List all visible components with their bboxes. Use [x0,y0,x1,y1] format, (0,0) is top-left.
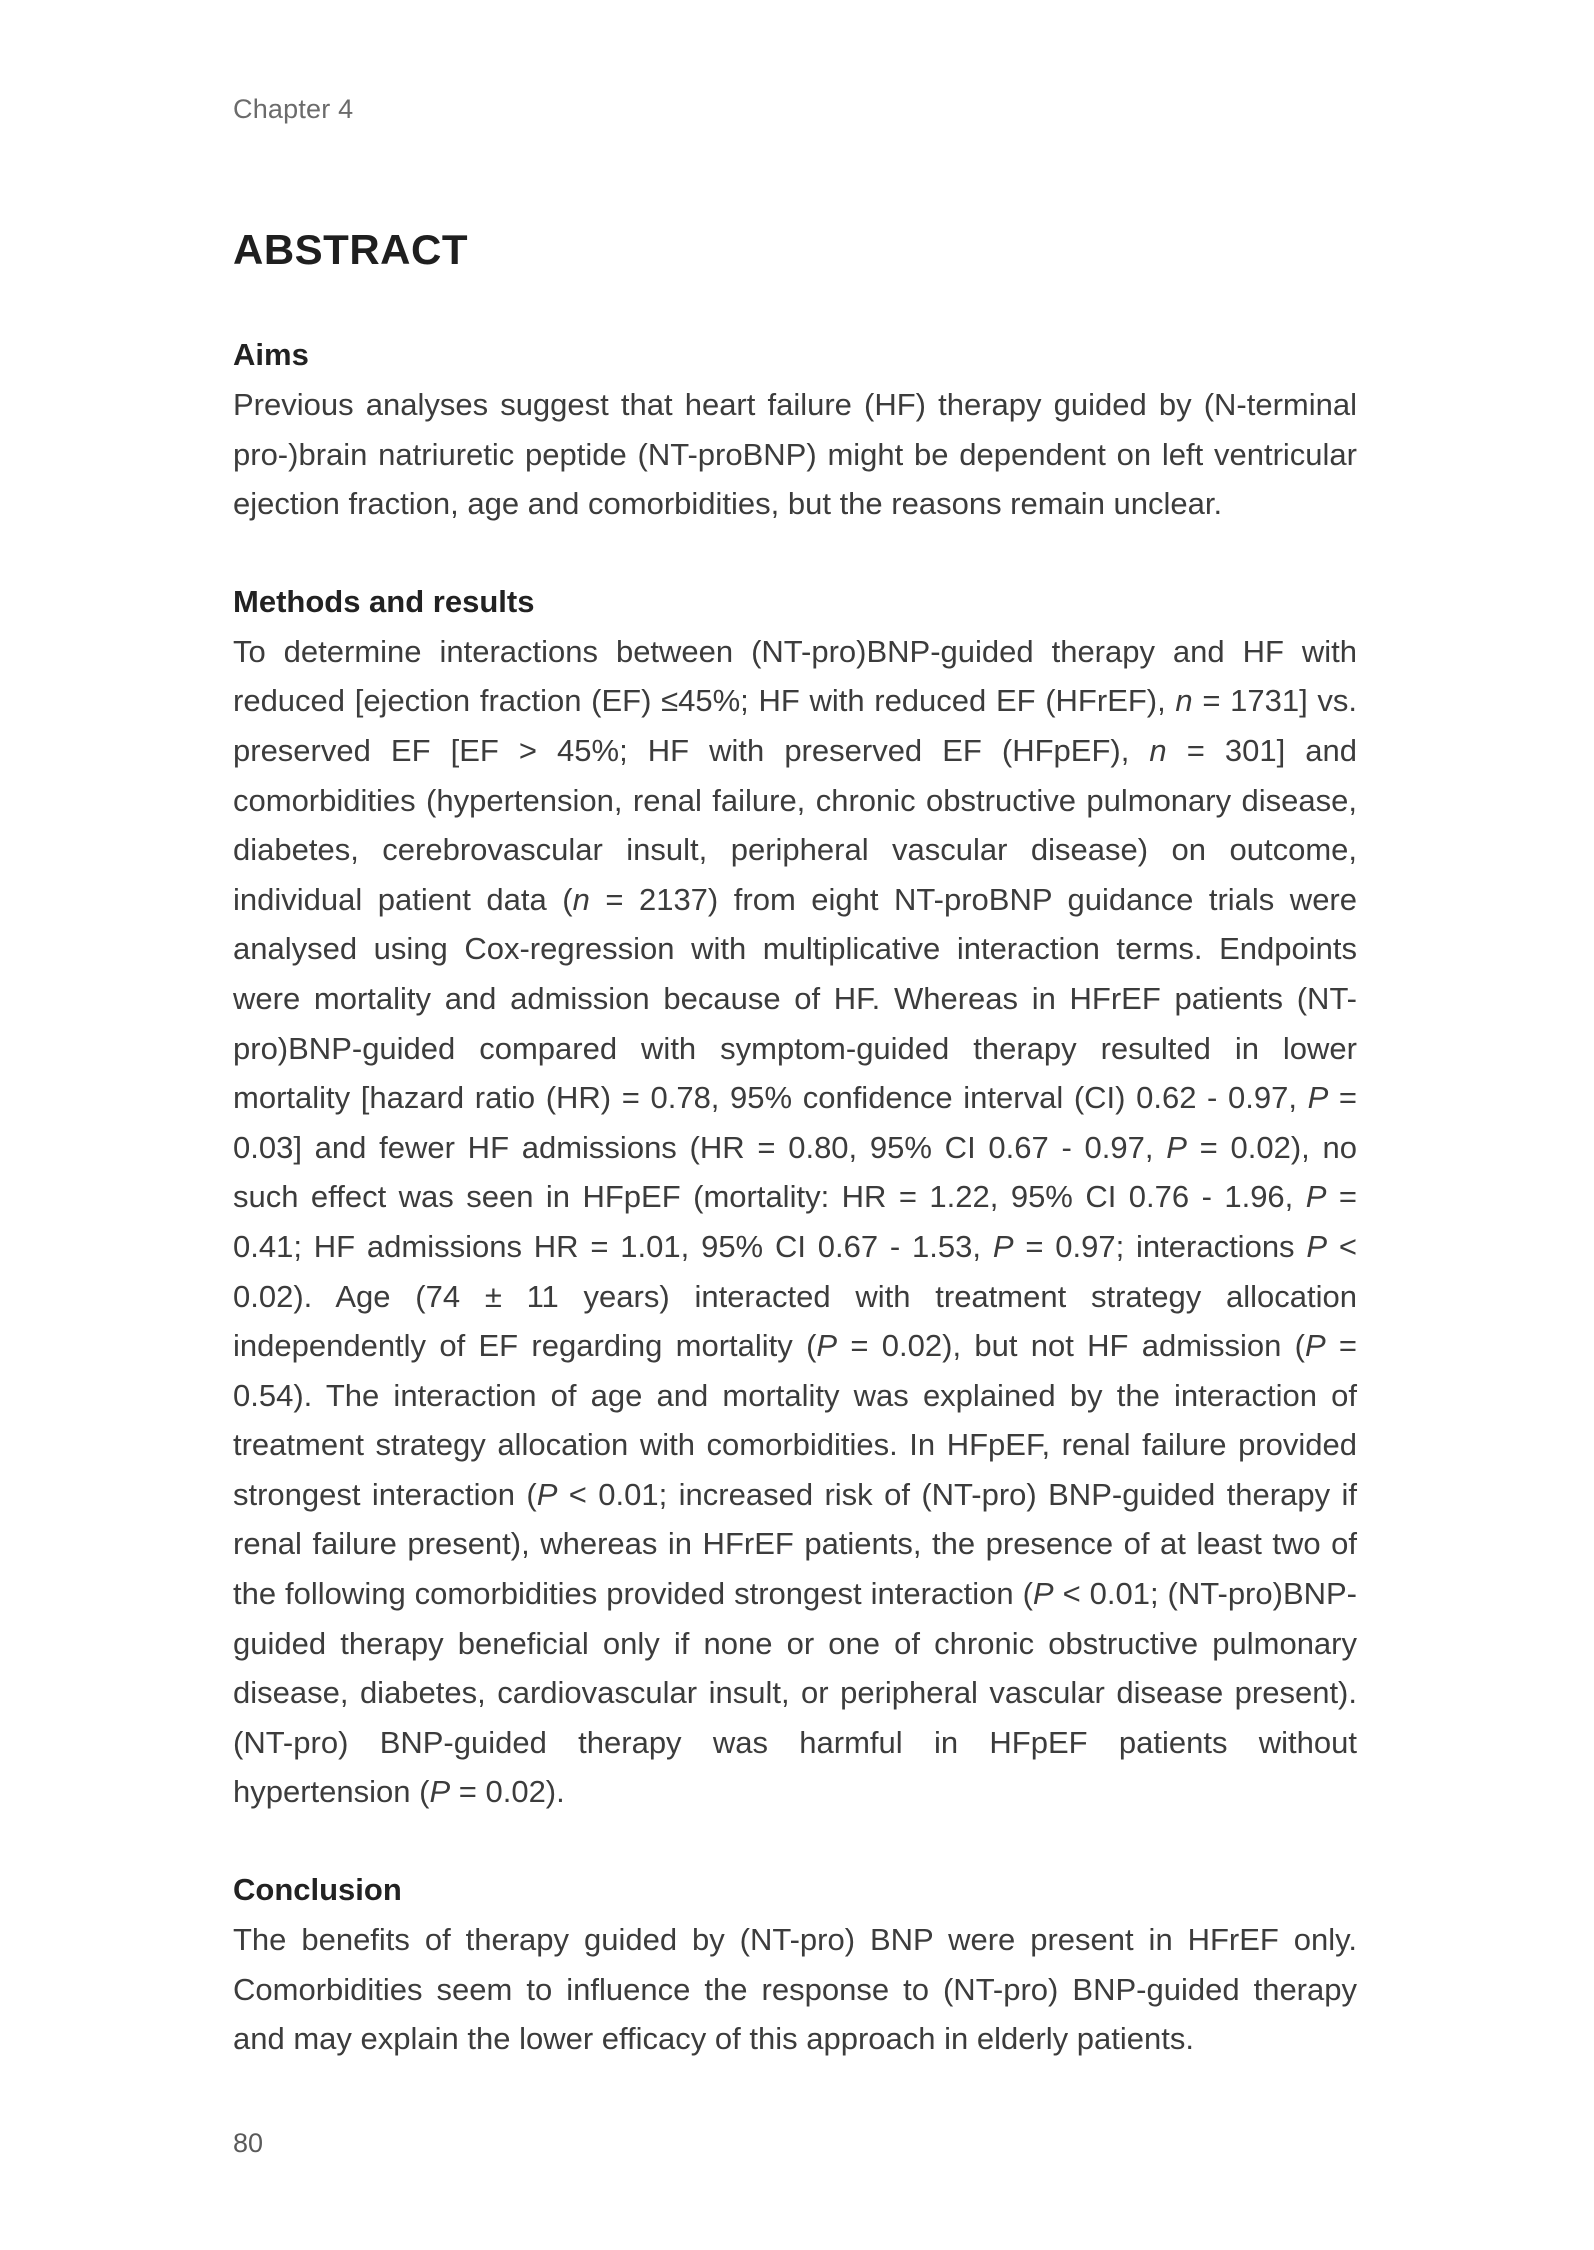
conclusion-paragraph: The benefits of therapy guided by (NT-pro) BNP were present in HFrEF only. Comorbidities seem to influence the response to (NT-pro) BNP-guided therapy and may explain the lower efficacy of this approach in elderly patients. [233,1922,1357,2057]
italic-symbol: P [1305,1179,1327,1215]
text-run: < 0.01; increased risk of (NT-pro) BNP-guided therapy if renal failure present), whereas in HFrEF patients, the presence of at least two of the following comorbidities provided strongest interaction ( [233,1476,1357,1612]
abstract-title: ABSTRACT [233,226,468,273]
italic-symbol: n [572,881,590,917]
italic-symbol: P [1307,1080,1329,1116]
methods-results-paragraph [233,627,1357,1817]
text-run: = 0.03] and fewer HF admissions (HR = 0.80, 95% CI 0.67 - 0.97, [233,1080,1357,1165]
text-run: To determine interactions between (NT-pro)BNP-guided therapy and HF with reduced [ejection fraction (EF) ≤45%; HF with reduced EF (HFrEF), [233,633,1357,719]
aims-section [233,330,1357,529]
text-run: = 0.41; HF admissions HR = 1.01, 95% CI 0.67 - 1.53, [233,1179,1357,1264]
italic-symbol: P [1032,1576,1054,1612]
italic-symbol: P [816,1328,838,1364]
text-run: = 1731] vs. preserved EF [EF > 45%; HF with preserved EF (HFpEF), [233,683,1357,768]
text-run: = 0.54). The interaction of age and mortality was explained by the interaction of treatment strategy allocation with comorbidities. In HFpEF, renal failure provided strongest interaction ( [233,1328,1358,1512]
text-run: < 0.02). Age (74 ± 11 years) interacted with treatment strategy allocation independently of EF regarding mortality ( [233,1228,1357,1364]
italic-symbol: P [1304,1328,1326,1364]
aims-paragraph: Previous analyses suggest that heart failure (HF) therapy guided by (N-terminal pro-)brain natriuretic peptide (NT-proBNP) might be dependent on left ventricular ejection fraction, age and comorbidities, but the reasons remain unclear. [233,387,1357,522]
text-run: = 0.02), but not HF admission ( [837,1328,1305,1364]
text-run: = 0.02). [450,1774,565,1810]
methods-results-section [233,577,1357,1817]
text-run: = 301] and comorbidities (hypertension, renal failure, chronic obstructive pulmonary disease, diabetes, cerebrovascular insult, peripheral vascular disease) on outcome, individual patient data ( [233,732,1357,917]
aims-heading: Aims [233,337,309,372]
italic-symbol: P [1166,1129,1187,1165]
text-run: = 2137) from eight NT-proBNP guidance trials were analysed using Cox-regression with multiplicative interaction terms. Endpoints were mortality and admission because of HF. Whereas in HFrEF patients (NT-pro)BNP-guided compared with symptom-guided therapy resulted in lower mortality [hazard ratio (HR) = 0.78, 95% confidence interval (CI) 0.62 - 0.97, [233,881,1357,1116]
italic-symbol: n [1175,683,1193,719]
methods-results-heading: Methods and results [233,583,535,619]
italic-symbol: n [1149,732,1167,768]
conclusion-heading: Conclusion [233,1872,402,1908]
abstract-body [233,330,1357,2112]
italic-symbol: P [992,1228,1014,1264]
running-header: Chapter 4 [233,94,354,124]
italic-symbol: P [1306,1228,1328,1264]
text-run: = 0.97; interactions [1013,1228,1307,1264]
text-run: < 0.01; (NT-pro)BNP-guided therapy beneficial only if none or one of chronic obstructive pulmonary disease, diabetes, cardiovascular insult, or peripheral vascular disease present). (NT-pro) BNP-guided therapy was harmful in HFpEF patients without hypertension ( [233,1576,1358,1810]
italic-symbol: P [429,1774,451,1810]
conclusion-section [233,1865,1357,2064]
italic-symbol: P [536,1476,558,1512]
page-number: 80 [233,2128,264,2158]
text-run: = 0.02), no such effect was seen in HFpEF (mortality: HR = 1.22, 95% CI 0.76 - 1.96, [233,1129,1358,1215]
